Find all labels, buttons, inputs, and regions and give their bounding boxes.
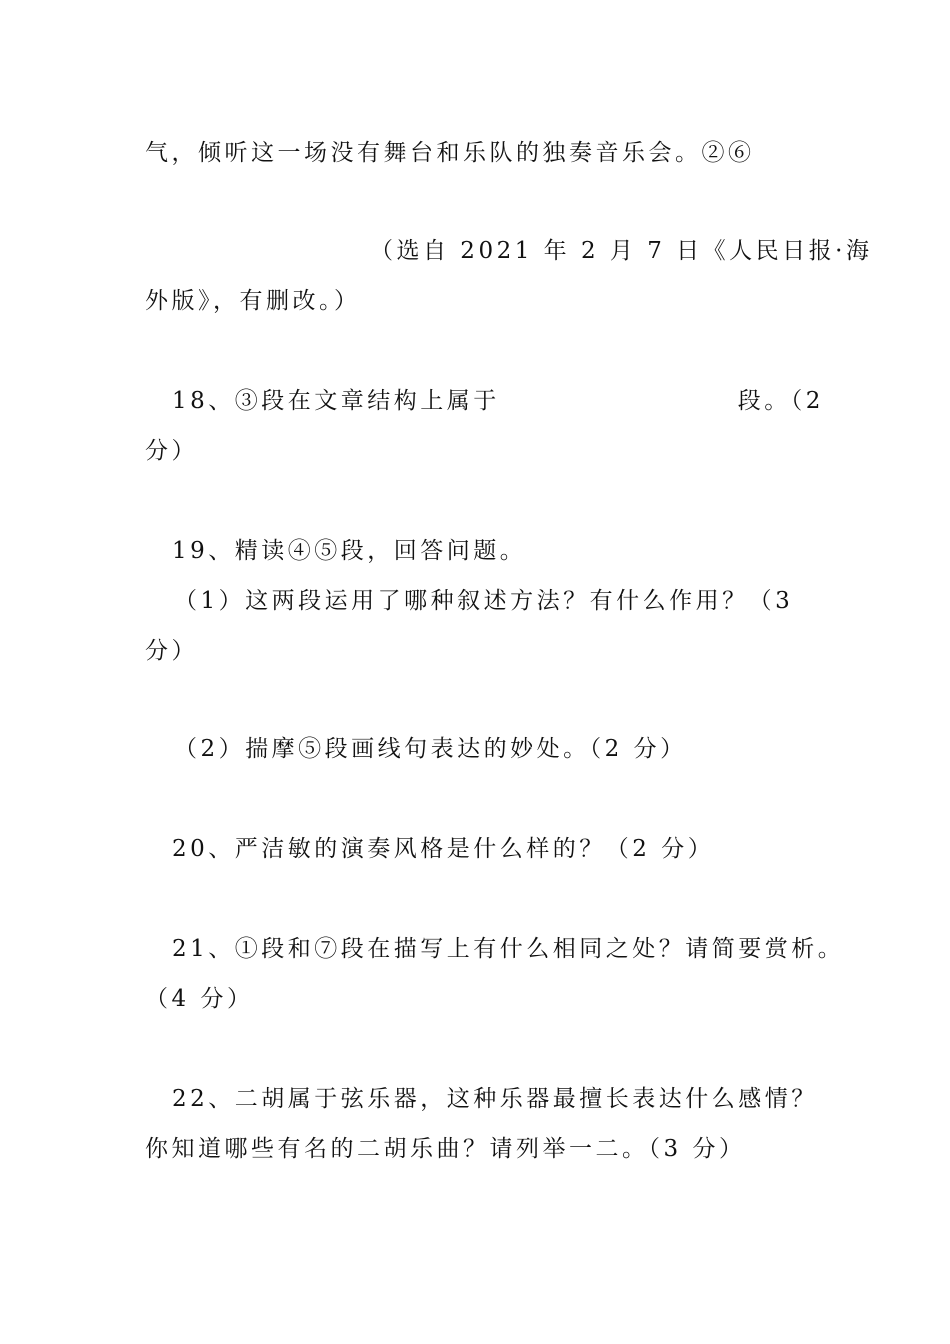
question-19-stem: 19、精读④⑤段，回答问题。 — [172, 538, 527, 564]
source-citation-line-2: 外版》，有删改。） — [145, 288, 361, 314]
source-citation-line-1: （选自 2021 年 2 月 7 日《人民日报·海 — [370, 238, 873, 264]
question-18-prompt: 18、③段在文章结构上属于 — [172, 388, 500, 414]
question-19-sub2: （2）揣摩⑤段画线句表达的妙处。（2 分） — [174, 736, 687, 762]
question-19-sub1-line-1: （1）这两段运用了哪种叙述方法？有什么作用？（3 — [174, 588, 794, 614]
question-21-line-1: 21、①段和⑦段在描写上有什么相同之处？请简要赏析。 — [172, 936, 845, 962]
question-22-line-2: 你知道哪些有名的二胡乐曲？请列举一二。（3 分） — [145, 1136, 746, 1162]
question-18-line-1 — [172, 386, 824, 416]
question-18-suffix: 段。（2 — [737, 388, 824, 414]
question-20: 20、严洁敏的演奏风格是什么样的？（2 分） — [172, 836, 715, 862]
question-18-line-2: 分） — [145, 438, 198, 464]
question-22-line-1: 22、二胡属于弦乐器，这种乐器最擅长表达什么感情？ — [172, 1086, 818, 1112]
question-19-sub1-line-2: 分） — [145, 638, 198, 664]
passage-end-line: 气，倾听这一场没有舞台和乐队的独奏音乐会。②⑥ — [145, 140, 755, 166]
question-21-line-2: （4 分） — [145, 986, 254, 1012]
